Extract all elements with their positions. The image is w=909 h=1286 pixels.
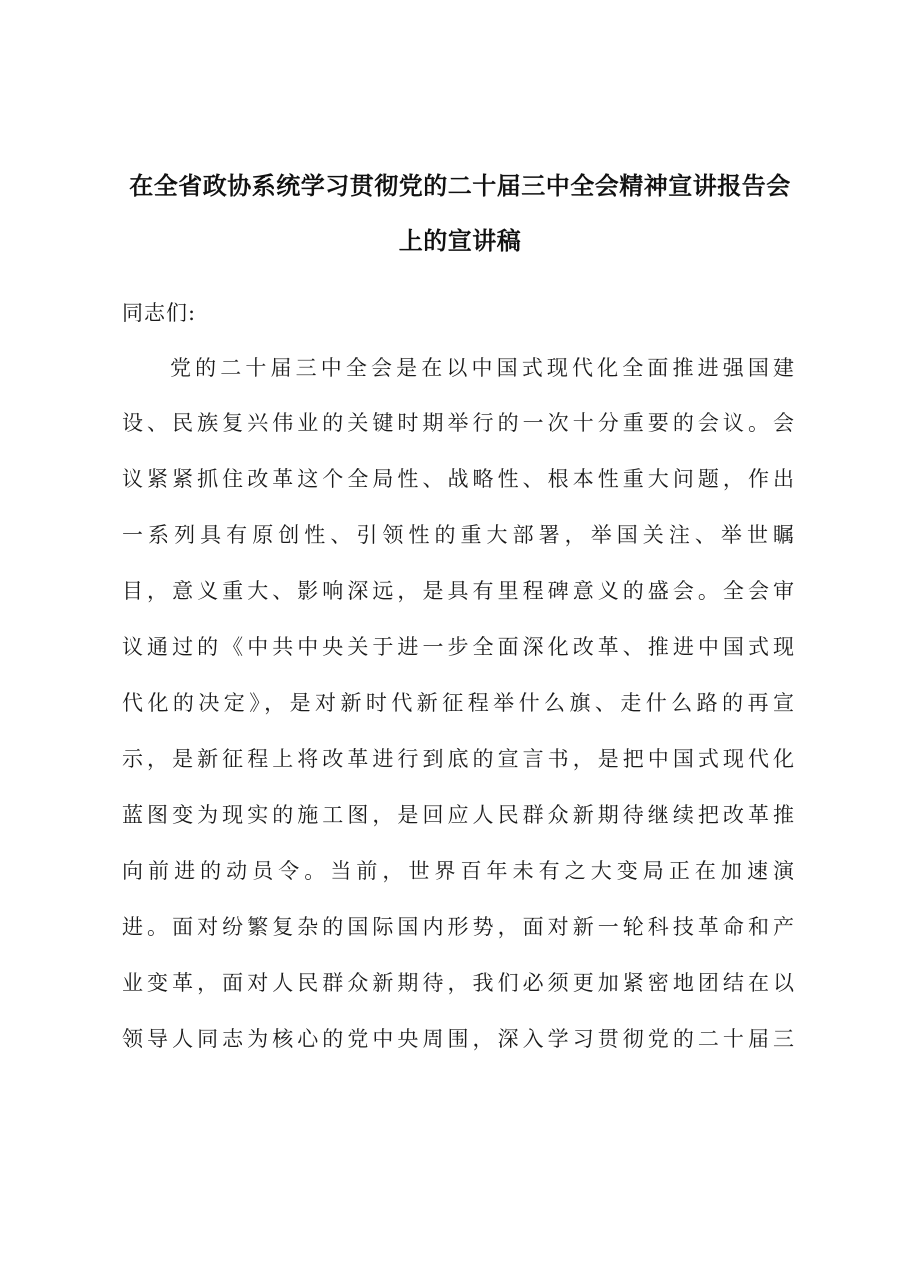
document-title-line-2: 上的宣讲稿: [398, 226, 522, 255]
body-line: 目，意义重大、影响深远，是具有里程碑意义的盛会。全会审: [122, 579, 794, 603]
body-line: 领导人同志为核心的党中央周围，深入学习贯彻党的二十届三: [122, 1027, 794, 1051]
body-line: 蓝图变为现实的施工图，是回应人民群众新期待继续把改革推: [122, 803, 794, 827]
body-line: 示，是新征程上将改革进行到底的宣言书，是把中国式现代化: [122, 747, 794, 771]
body-line: 一系列具有原创性、引领性的重大部署，举国关注、举世瞩: [122, 523, 794, 547]
body-line: 代化的决定》，是对新时代新征程举什么旗、走什么路的再宣: [122, 691, 794, 715]
body-line: 设、民族复兴伟业的关键时期举行的一次十分重要的会议。会: [122, 411, 794, 435]
body-line: 业变革，面对人民群众新期待，我们必须更加紧密地团结在以: [122, 971, 794, 995]
body-line: 议通过的《中共中央关于进一步全面深化改革、推进中国式现: [122, 635, 794, 659]
body-line: 向前进的动员令。当前，世界百年未有之大变局正在加速演: [122, 859, 794, 883]
body-line: 进。面对纷繁复杂的国际国内形势，面对新一轮科技革命和产: [122, 915, 794, 939]
body-line: 党的二十届三中全会是在以中国式现代化全面推进强国建: [170, 356, 794, 380]
body-line: 议紧紧抓住改革这个全局性、战略性、根本性重大问题，作出: [122, 467, 794, 491]
document-title-line-1: 在全省政协系统学习贯彻党的二十届三中全会精神宣讲报告会: [129, 171, 791, 200]
salutation: 同志们:: [122, 301, 197, 325]
